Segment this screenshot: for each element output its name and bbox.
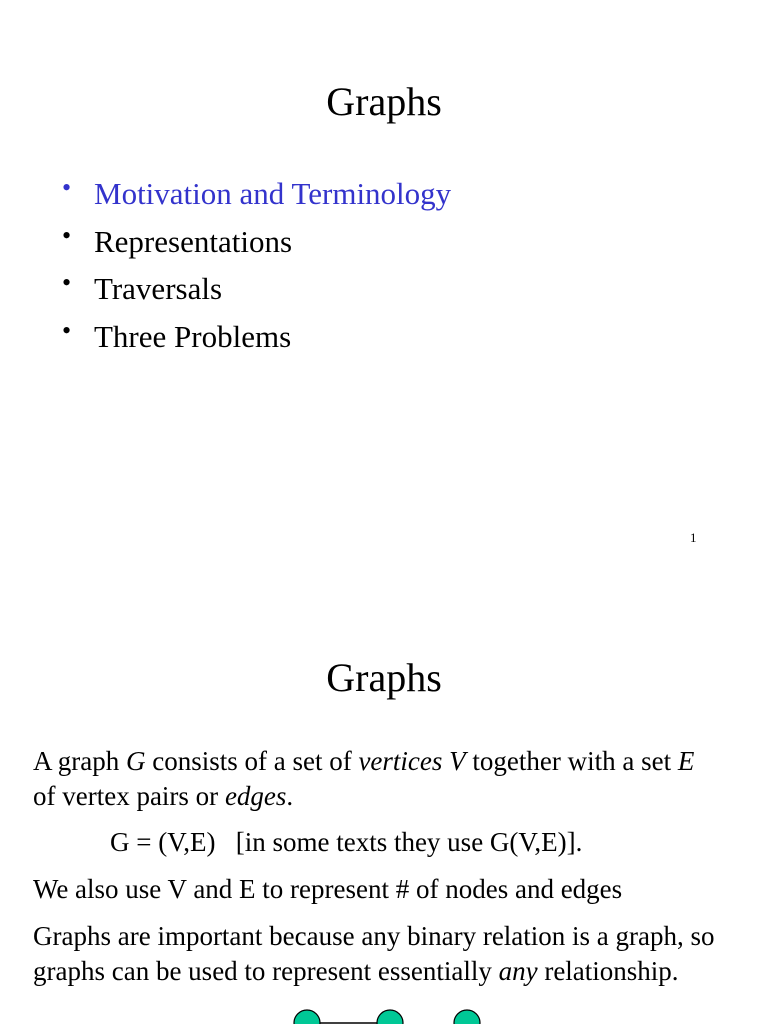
bullet-label: Traversals — [94, 271, 223, 306]
bullet-icon: • — [62, 315, 72, 345]
text-run-italic: E — [677, 746, 695, 776]
page-number: 1 — [690, 530, 697, 545]
text-run-italic: vertices — [358, 746, 443, 776]
text-run-italic: any — [498, 956, 538, 986]
bullet-list — [62, 170, 451, 360]
text-run: A graph — [33, 746, 126, 776]
graph-node — [377, 1010, 403, 1024]
bullet-icon: • — [62, 173, 72, 202]
text-run-italic: edges — [224, 781, 287, 811]
graph-formula: G = (V,E) [in some texts they use G(V,E)]. — [110, 827, 583, 857]
text-run: . — [286, 781, 294, 811]
text-run: consists of a set of — [145, 746, 359, 776]
text-run-italic: V — [449, 746, 466, 776]
bullet-label: Motivation and Terminology — [94, 176, 452, 211]
bullet-item-three-problems — [62, 313, 451, 361]
slide-title: Graphs — [326, 79, 442, 124]
bullet-item-representations — [62, 218, 451, 266]
graph-definition-paragraph — [33, 744, 723, 814]
graph-diagram — [290, 1008, 490, 1024]
graph-node — [294, 1010, 320, 1024]
bullet-item-traversals — [62, 265, 451, 313]
bullet-icon: • — [62, 220, 72, 250]
text-run-italic: G — [125, 746, 146, 776]
importance-paragraph — [33, 919, 723, 989]
bullet-label: Representations — [94, 223, 293, 259]
graph-node — [454, 1010, 480, 1024]
slide-title: Graphs — [326, 655, 442, 700]
text-run: of vertex pairs or — [33, 781, 225, 811]
text-run: together with a set — [465, 746, 678, 776]
text-run: relationship. — [537, 956, 679, 986]
bullet-icon: • — [62, 268, 72, 297]
notation-paragraph: We also use V and E to represent # of nodes and edges — [33, 874, 623, 904]
slide-2 — [0, 576, 768, 1024]
bullet-item-motivation — [62, 170, 451, 218]
bullet-label: Three Problems — [94, 318, 292, 354]
text-run: Graphs are important because any binary relation is a graph, so graphs can be used to represent essentially — [33, 921, 715, 986]
